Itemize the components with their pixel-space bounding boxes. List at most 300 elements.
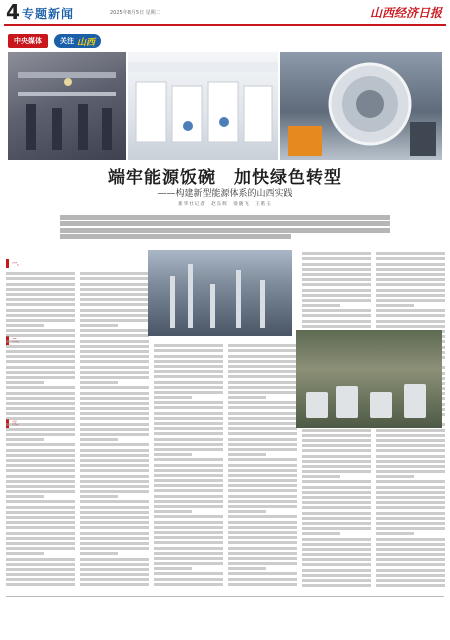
body-text-line: [302, 320, 371, 323]
body-text-line: [376, 480, 445, 483]
body-text-line: [376, 444, 445, 447]
body-text-line: [154, 391, 223, 394]
body-text-line: [154, 412, 223, 415]
body-text-line: [228, 360, 297, 363]
body-text-line: [228, 500, 297, 503]
body-text-line: [154, 365, 223, 368]
section-head-text: 一、: [12, 260, 23, 267]
body-text-line: [302, 522, 371, 525]
photo-strip: [8, 52, 442, 160]
body-text-line: [302, 569, 371, 572]
body-text-line: [6, 480, 75, 483]
body-text-line: [6, 433, 75, 436]
body-text-line: [302, 439, 371, 442]
body-text-line: [228, 453, 266, 456]
body-text-line: [228, 541, 297, 544]
body-text-line: [80, 423, 149, 426]
body-text-line: [80, 371, 149, 374]
body-text-line: [6, 334, 75, 337]
body-text-line: [6, 552, 44, 555]
body-text-line: [228, 391, 297, 394]
body-text-line: [154, 515, 223, 518]
body-text-line: [376, 294, 445, 297]
body-text-line: [302, 289, 371, 292]
body-text-line: [6, 511, 75, 514]
body-text-line: [376, 289, 445, 292]
body-text-line: [6, 428, 75, 431]
body-text-line: [80, 392, 149, 395]
body-text-line: [154, 495, 223, 498]
body-column-4: [228, 342, 297, 588]
body-text-line: [302, 429, 371, 432]
body-text-line: [154, 386, 223, 389]
body-text-line: [80, 449, 149, 452]
body-text-line: [80, 272, 149, 275]
body-text-line: [6, 485, 75, 488]
body-text-line: [376, 486, 445, 489]
lab-line-graphic: [128, 52, 278, 160]
body-text-line: [6, 272, 75, 275]
body-text-line: [6, 324, 44, 327]
body-text-line: [302, 449, 371, 452]
body-text-line: [302, 512, 371, 515]
body-text-line: [80, 542, 149, 545]
body-text-line: [302, 475, 340, 478]
storage-tank: [336, 386, 358, 418]
body-text-line: [6, 526, 75, 529]
body-text-line: [154, 583, 223, 586]
body-text-line: [302, 309, 371, 312]
body-text-line: [154, 375, 223, 378]
photo-industrial-plant: [148, 250, 292, 336]
body-text-line: [154, 531, 223, 534]
photo-lab-line: [128, 52, 278, 160]
body-text-line: [154, 438, 223, 441]
body-text-line: [154, 526, 223, 529]
body-text-line: [154, 453, 192, 456]
body-text-line: [376, 579, 445, 582]
body-text-line: [80, 293, 149, 296]
body-text-line: [80, 563, 149, 566]
body-text-line: [80, 417, 149, 420]
body-text-line: [376, 449, 445, 452]
body-text-line: [228, 401, 297, 404]
body-text-line: [228, 344, 297, 347]
body-text-line: [228, 448, 297, 451]
body-text-line: [80, 480, 149, 483]
body-text-line: [154, 417, 223, 420]
body-text-line: [80, 552, 118, 555]
body-text-line: [228, 432, 297, 435]
photo-equipment: [280, 52, 442, 160]
body-text-line: [228, 495, 297, 498]
body-text-line: [6, 563, 75, 566]
body-text-line: [80, 568, 149, 571]
body-text-line: [154, 432, 223, 435]
body-text-line: [80, 558, 149, 561]
body-text-line: [302, 480, 371, 483]
body-text-line: [154, 464, 223, 467]
body-text-line: [228, 464, 297, 467]
body-text-line: [302, 579, 371, 582]
body-text-line: [228, 578, 297, 581]
body-text-line: [154, 541, 223, 544]
body-text-line: [80, 526, 149, 529]
body-text-line: [376, 465, 445, 468]
body-text-line: [376, 522, 445, 525]
body-text-line: [376, 455, 445, 458]
body-text-line: [80, 283, 149, 286]
body-text-line: [228, 412, 297, 415]
body-text-line: [302, 278, 371, 281]
central-media-badge: [8, 34, 48, 48]
body-text-line: [6, 490, 75, 493]
body-text-line: [80, 495, 118, 498]
body-text-line: [228, 469, 297, 472]
body-text-line: [6, 309, 75, 312]
plant-tower: [210, 284, 215, 328]
body-text-line: [80, 521, 149, 524]
body-text-line: [302, 584, 371, 587]
body-text-line: [376, 268, 445, 271]
body-text-line: [302, 543, 371, 546]
byline: 新华社记者 赵东辉 梁晓飞 王皓玉: [178, 202, 272, 207]
body-text-line: [376, 439, 445, 442]
body-text-line: [6, 350, 75, 353]
body-text-line: [376, 584, 445, 587]
storage-tank: [404, 384, 426, 418]
body-text-line: [376, 491, 445, 494]
body-text-line: [228, 375, 297, 378]
body-text-line: [154, 349, 223, 352]
body-text-line: [6, 303, 75, 306]
body-text-line: [6, 568, 75, 571]
body-text-line: [80, 360, 149, 363]
body-text-line: [228, 365, 297, 368]
footer-rule: [6, 596, 444, 597]
lead-line: [60, 215, 390, 220]
body-text-line: [80, 433, 149, 436]
body-text-line: [154, 505, 223, 508]
body-text-line: [6, 397, 75, 400]
body-text-line: [228, 443, 297, 446]
body-text-line: [80, 277, 149, 280]
body-text-line: [154, 479, 223, 482]
body-text-line: [302, 444, 371, 447]
body-text-line: [80, 578, 149, 581]
body-text-line: [228, 552, 297, 555]
body-text-line: [228, 515, 297, 518]
body-text-line: [228, 526, 297, 529]
body-text-line: [228, 386, 297, 389]
body-text-line: [80, 428, 149, 431]
body-text-line: [154, 360, 223, 363]
body-text-line: [376, 569, 445, 572]
body-text-line: [302, 299, 371, 302]
body-text-line: [228, 557, 297, 560]
body-text-line: [6, 366, 75, 369]
body-text-line: [6, 417, 75, 420]
body-text-line: [376, 460, 445, 463]
body-text-line: [6, 298, 75, 301]
body-column-3: [154, 342, 223, 588]
storage-tank: [306, 392, 328, 418]
body-text-line: [302, 455, 371, 458]
body-text-line: [80, 583, 149, 586]
body-text-line: [302, 574, 371, 577]
body-text-line: [154, 458, 223, 461]
body-text-line: [80, 334, 149, 337]
body-text-line: [302, 263, 371, 266]
body-text-line: [376, 304, 414, 307]
body-text-line: [302, 506, 371, 509]
body-text-line: [154, 427, 223, 430]
body-text-line: [80, 329, 149, 332]
body-text-line: [302, 252, 371, 255]
lead-paragraph: [60, 213, 390, 241]
body-text-line: [302, 460, 371, 463]
focus-shanxi-badge: [54, 34, 101, 48]
body-text-line: [80, 355, 149, 358]
body-text-line: [6, 542, 75, 545]
plant-tower: [188, 264, 193, 328]
body-text-line: [80, 319, 149, 322]
body-text-line: [376, 517, 445, 520]
body-text-line: [302, 558, 371, 561]
body-text-line: [154, 474, 223, 477]
plant-tower: [236, 270, 241, 328]
body-text-line: [80, 475, 149, 478]
body-text-line: [154, 562, 223, 565]
body-text-line: [376, 325, 445, 328]
body-text-line: [154, 443, 223, 446]
body-text-line: [228, 567, 266, 570]
body-text-line: [376, 538, 445, 541]
body-text-line: [376, 320, 445, 323]
body-text-line: [376, 299, 445, 302]
body-text-line: [228, 572, 297, 575]
body-text-line: [376, 263, 445, 266]
body-text-line: [154, 572, 223, 575]
body-text-line: [80, 381, 118, 384]
body-text-line: [6, 329, 75, 332]
body-text-line: [80, 459, 149, 462]
body-text-line: [80, 464, 149, 467]
body-text-line: [302, 268, 371, 271]
masthead: [0, 0, 450, 24]
body-text-line: [376, 558, 445, 561]
body-text-line: [154, 396, 192, 399]
photo-factory-interior: [8, 52, 126, 160]
body-text-line: [80, 324, 118, 327]
body-text-line: [376, 252, 445, 255]
body-column-1: [6, 270, 75, 588]
body-text-line: [302, 304, 340, 307]
focus-prefix: 关注: [60, 37, 74, 45]
body-text-line: [154, 344, 223, 347]
body-text-line: [6, 360, 75, 363]
body-text-line: [376, 496, 445, 499]
body-text-line: [6, 376, 75, 379]
body-text-line: [302, 532, 340, 535]
body-text-line: [228, 536, 297, 539]
body-text-line: [228, 458, 297, 461]
body-text-line: [376, 475, 414, 478]
body-text-line: [302, 325, 371, 328]
body-text-line: [80, 500, 149, 503]
equipment-graphic: [280, 52, 442, 160]
body-text-line: [6, 392, 75, 395]
body-text-line: [154, 469, 223, 472]
body-text-line: [302, 465, 371, 468]
body-text-line: [80, 345, 149, 348]
body-text-line: [376, 574, 445, 577]
body-text-line: [302, 294, 371, 297]
body-text-line: [376, 257, 445, 260]
body-text-line: [228, 370, 297, 373]
body-text-line: [80, 573, 149, 576]
body-text-line: [6, 381, 44, 384]
body-text-line: [6, 438, 44, 441]
body-text-line: [6, 516, 75, 519]
body-text-line: [6, 459, 75, 462]
body-text-line: [376, 563, 445, 566]
body-text-line: [80, 438, 118, 441]
body-text-line: [154, 489, 223, 492]
body-column-2: [80, 270, 149, 588]
photo-chemical-facility: [296, 330, 442, 428]
body-text-line: [376, 548, 445, 551]
section-title: 专题新闻: [22, 7, 75, 21]
body-text-line: [302, 496, 371, 499]
body-text-line: [376, 512, 445, 515]
body-text-line: [302, 273, 371, 276]
body-text-line: [228, 406, 297, 409]
body-text-line: [6, 532, 75, 535]
body-text-line: [228, 474, 297, 477]
body-text-line: [6, 449, 75, 452]
body-text-line: [302, 314, 371, 317]
body-text-line: [6, 412, 75, 415]
body-text-line: [80, 511, 149, 514]
body-text-line: [302, 527, 371, 530]
body-text-line: [6, 443, 75, 446]
body-text-line: [6, 277, 75, 280]
body-text-line: [6, 283, 75, 286]
body-text-line: [376, 278, 445, 281]
body-text-line: [376, 434, 445, 437]
body-text-line: [376, 429, 445, 432]
lead-line: [60, 221, 390, 226]
body-text-line: [302, 538, 371, 541]
headline: 端牢能源饭碗 加快绿色转型: [108, 168, 342, 188]
body-text-line: [228, 562, 297, 565]
body-text-line: [6, 578, 75, 581]
body-text-line: [6, 464, 75, 467]
body-text-line: [302, 486, 371, 489]
body-text-line: [6, 537, 75, 540]
body-text-line: [154, 557, 223, 560]
body-text-line: [80, 340, 149, 343]
body-text-line: [154, 578, 223, 581]
body-text-line: [376, 273, 445, 276]
body-text-line: [6, 454, 75, 457]
body-text-line: [80, 350, 149, 353]
body-text-line: [154, 552, 223, 555]
body-text-line: [228, 505, 297, 508]
body-text-line: [154, 484, 223, 487]
body-text-line: [6, 371, 75, 374]
body-text-line: [154, 401, 223, 404]
body-text-line: [376, 553, 445, 556]
body-text-line: [376, 309, 445, 312]
body-text-line: [6, 407, 75, 410]
body-text-line: [6, 386, 75, 389]
focus-place: 山西: [77, 37, 96, 48]
body-text-line: [80, 407, 149, 410]
body-text-line: [6, 469, 75, 472]
body-text-line: [376, 527, 445, 530]
paper-logo: 山西经济日报: [369, 6, 442, 20]
body-text-line: [80, 314, 149, 317]
body-text-line: [228, 422, 297, 425]
body-text-line: [80, 412, 149, 415]
body-text-line: [228, 479, 297, 482]
body-text-line: [302, 470, 371, 473]
body-text-line: [302, 434, 371, 437]
body-text-line: [154, 406, 223, 409]
badge-row: [8, 33, 101, 49]
body-text-line: [154, 422, 223, 425]
body-text-line: [302, 257, 371, 260]
body-text-line: [80, 303, 149, 306]
body-text-line: [6, 402, 75, 405]
body-text-line: [6, 314, 75, 317]
body-text-line: [6, 583, 75, 586]
body-text-line: [154, 448, 223, 451]
body-text-line: [154, 355, 223, 358]
body-text-line: [228, 427, 297, 430]
lead-line: [60, 228, 390, 233]
body-text-line: [154, 381, 223, 384]
body-text-line: [6, 495, 44, 498]
plant-tower: [170, 276, 175, 328]
plant-tower: [260, 280, 265, 328]
body-text-line: [154, 521, 223, 524]
body-text-line: [154, 370, 223, 373]
body-text-line: [80, 547, 149, 550]
body-text-line: [154, 510, 192, 513]
body-text-line: [302, 517, 371, 520]
body-text-line: [80, 485, 149, 488]
body-text-line: [6, 355, 75, 358]
header-rule: [4, 24, 446, 26]
body-text-line: [80, 537, 149, 540]
body-text-line: [6, 423, 75, 426]
body-text-line: [376, 283, 445, 286]
body-text-line: [228, 355, 297, 358]
body-text-line: [154, 567, 192, 570]
body-text-line: [6, 319, 75, 322]
body-text-line: [228, 521, 297, 524]
body-text-line: [80, 516, 149, 519]
body-text-line: [80, 443, 149, 446]
body-text-line: [154, 547, 223, 550]
body-text-line: [80, 506, 149, 509]
issue-date: 2025年8月5日 星期二: [110, 10, 161, 16]
body-text-line: [376, 470, 445, 473]
body-text-line: [80, 454, 149, 457]
